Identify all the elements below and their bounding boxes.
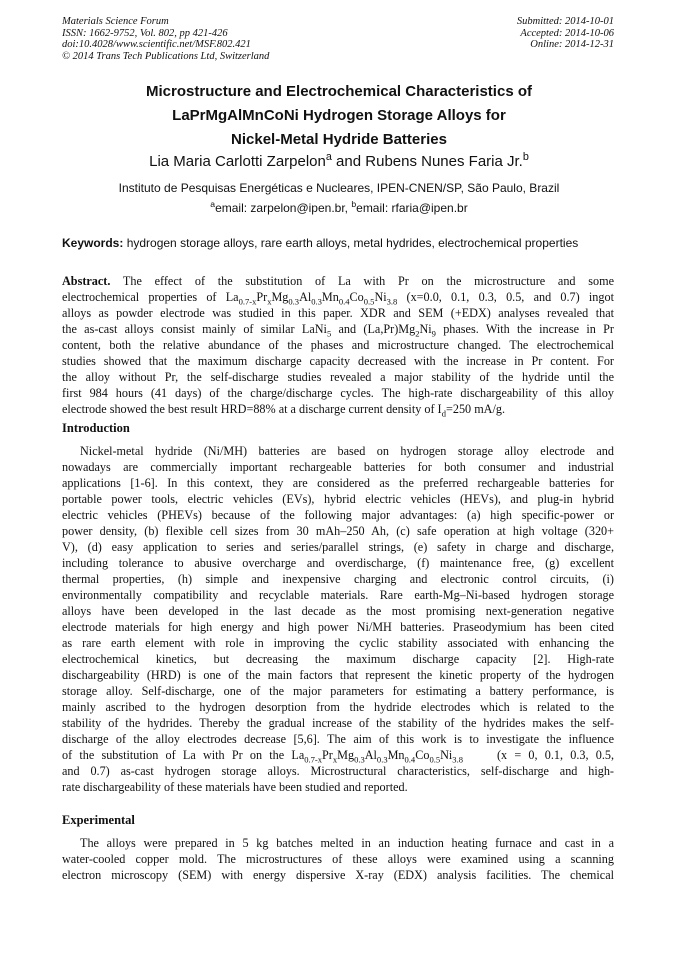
intro-line: dischargeability (HRD) is one of the main factors that represent the kinetic property of the hydrogen	[62, 668, 614, 682]
experimental-text	[62, 835, 614, 883]
author-1: Lia Maria Carlotti Zarpelon	[149, 153, 326, 170]
author-conjunction: and	[331, 153, 366, 170]
intro-line: electrochemical kinetics, but decreasing the maximum discharge capacity [2]. High-rate	[62, 652, 614, 666]
exp-line: electron microscopy (SEM) with energy dispersive X-ray (EDX) analysis facilities. The chemical	[62, 868, 614, 882]
email-a-mark: a	[210, 199, 216, 209]
keywords	[62, 236, 614, 251]
abstract-label: Abstract.	[62, 274, 111, 288]
intro-line: electrode materials for high energy and high power Ni/MH batteries. Praseodymium has been cited	[62, 620, 614, 634]
intro-line: including tolerance to abusive overcharge and overdischarge, (f) maintenance free, (g) excellent	[62, 556, 614, 570]
intro-line: Nickel-metal hydride (Ni/MH) batteries are based on hydrogen storage alloy electrode and	[80, 444, 614, 458]
keywords-label: Keywords:	[62, 236, 124, 250]
email-b: email: rfaria@ipen.br	[356, 201, 468, 215]
author-emails	[40, 201, 638, 216]
intro-line: electric vehicles (PHEVs) because of the following major advantages: (a) high specific-power or	[62, 508, 614, 522]
intro-line: storage alloy. Self-discharge, one of the major parameters for estimating a battery performance, is	[62, 684, 614, 698]
online-date: Online: 2014-12-31	[530, 39, 614, 51]
abstract-line: first 984 hours (41 days) of the charge/discharge cycles. The high-rate dischargeability of this alloy	[62, 386, 614, 400]
copyright-line: © 2014 Trans Tech Publications Ltd, Switzerland	[62, 50, 270, 62]
intro-line: as rare earth element with role in improving the cyclic stability associated with enhancing the	[62, 636, 614, 650]
abstract-line: electrochemical properties of $La_{0.7-x}Pr_xMg_{0.3}Al_{0.3}Mn_{0.4}Co_{0.5}Ni_{3.8}$ (x=0.0, 0.1, 0.3, 0.5, and 0.7) ingot	[62, 290, 614, 305]
abstract-line: alloys as powder electrode was studied in this paper. XDR and SEM (+EDX) analyses revealed that	[62, 306, 614, 320]
intro-line: and 0.7) as-cast hydrogen storage alloys. Microstructural characteristics, self-discharge and high-	[62, 764, 614, 778]
intro-line: thermal properties, (h) simple and inexpensive charging and electronic control circuits, (i)	[62, 572, 614, 586]
submission-dates	[517, 16, 614, 51]
author-2: Rubens Nunes Faria Jr.	[365, 153, 523, 170]
email-b-mark: b	[351, 199, 357, 209]
intro-line: applications [1-6]. In this context, they are considered as the preferred rechargeable batteries for	[62, 476, 614, 490]
alloy-formula-intro: $La_{0.7-x}Pr_xMg_{0.3}Al_{0.3}Mn_{0.4}Co_{0.5}Ni_{3.8}$	[291, 748, 463, 763]
intro-line: rate dischargeability of these materials have been studied and reported.	[62, 780, 408, 794]
intro-line: discharge of the alloy electrodes decrease [5,6]. The aim of this work is to investigate the influence	[62, 732, 614, 746]
paper-title	[40, 80, 638, 152]
intro-line: mainly ascribed to the hydrogen desorption from the hydride electrodes which is related to the	[62, 700, 614, 714]
abstract	[62, 273, 614, 417]
introduction-text	[62, 443, 614, 795]
intro-line: V), (d) easy application to series and series/parallel strings, (e) safety in charge and discharge,	[62, 540, 614, 554]
doi-line: doi:10.4028/www.scientific.net/MSF.802.421	[62, 39, 251, 51]
affiliation: Instituto de Pesquisas Energéticas e Nucleares, IPEN-CNEN/SP, São Paulo, Brazil	[118, 181, 560, 195]
intro-line: stability of the hydrides. Thereby the gradual increase of the stability of the hydrides makes the self-	[62, 716, 614, 730]
intro-line: portable power tools, electric vehicles (EVs), hybrid electric vehicles (HEVs), and plug-in hybrid	[62, 492, 614, 506]
intro-line: nowadays are commercially important rechargeable batteries for both consumer and industrial	[62, 460, 614, 474]
author-2-affil-mark: b	[522, 151, 529, 163]
intro-line: of the substitution of La with Pr on the $La_{0.7-x}Pr_xMg_{0.3}Al_{0.3}Mn_{0.4}Co_{0.5}Ni_{3.8}$ (x = 0, 0.1, 0.3, 0.5,	[62, 748, 614, 763]
journal-info	[62, 16, 269, 62]
introduction-heading: Introduction	[62, 421, 130, 435]
abstract-line: electrode showed the best result HRD=88% at a discharge current density of $I_d=250$ mA/g.	[62, 402, 506, 417]
laprmg-formula: $(La,Pr)Mg_2Ni_9$	[363, 322, 436, 337]
submitted-date: Submitted: 2014-10-01	[516, 16, 614, 27]
journal-name: Materials Science Forum	[62, 16, 169, 27]
accepted-date: Accepted: 2014-10-06	[520, 27, 614, 39]
intro-line: power density, (b) flexible cell sizes from 30 mAh–250 Ah, (c) safe operation at high voltage (320+	[62, 524, 614, 538]
author-1-affil-mark: a	[325, 151, 332, 163]
abstract-line: content, both the relative abundance of the phases and microstructure changed. The electrochemical	[62, 338, 614, 352]
intro-line: alloys have been developed in the last decade as the most promising next-generation negative	[62, 604, 614, 618]
keywords-text: hydrogen storage alloys, rare earth alloys, metal hydrides, electrochemical properties	[123, 236, 579, 250]
abstract-line: Abstract. The effect of the substitution of La with Pr on the microstructure and some	[62, 274, 614, 288]
title-line-3: Nickel-Metal Hydride Batteries	[231, 131, 447, 148]
abstract-line: the as-cast alloys consist mainly of similar LaNi$_5$ and $(La,Pr)Mg_2Ni_9$ phases. With the increase in Pr	[62, 322, 614, 337]
alloy-formula: $La_{0.7-x}Pr_xMg_{0.3}Al_{0.3}Mn_{0.4}Co_{0.5}Ni_{3.8}$	[225, 290, 398, 305]
title-line-1: Microstructure and Electrochemical Characteristics of	[146, 83, 532, 100]
title-line-2: LaPrMgAlMnCoNi Hydrogen Storage Alloys for	[172, 107, 506, 124]
exp-line: water-cooled copper mold. The microstructures of these alloys were examined using a scanning	[62, 852, 614, 866]
lani5-formula: LaNi$_5$	[301, 322, 332, 337]
email-a: email: zarpelon@ipen.br,	[215, 201, 352, 215]
abstract-line: the alloy without Pr, the self-discharge studies revealed a major stability of the hydride until the	[62, 370, 614, 384]
author-list	[40, 153, 638, 171]
issn-line: ISSN: 1662-9752, Vol. 802, pp 421-426	[62, 27, 228, 39]
experimental-heading: Experimental	[62, 813, 135, 827]
exp-line: The alloys were prepared in 5 kg batches melted in an induction heating furnace and cast in a	[80, 836, 614, 850]
abstract-line: studies showed that the maximum discharge capacity decreased with the increase in Pr content. For	[62, 354, 614, 368]
intro-line: environmentally compatibility and recyclable materials. Rare earth-Mg–Ni-based hydrogen storage	[62, 588, 614, 602]
